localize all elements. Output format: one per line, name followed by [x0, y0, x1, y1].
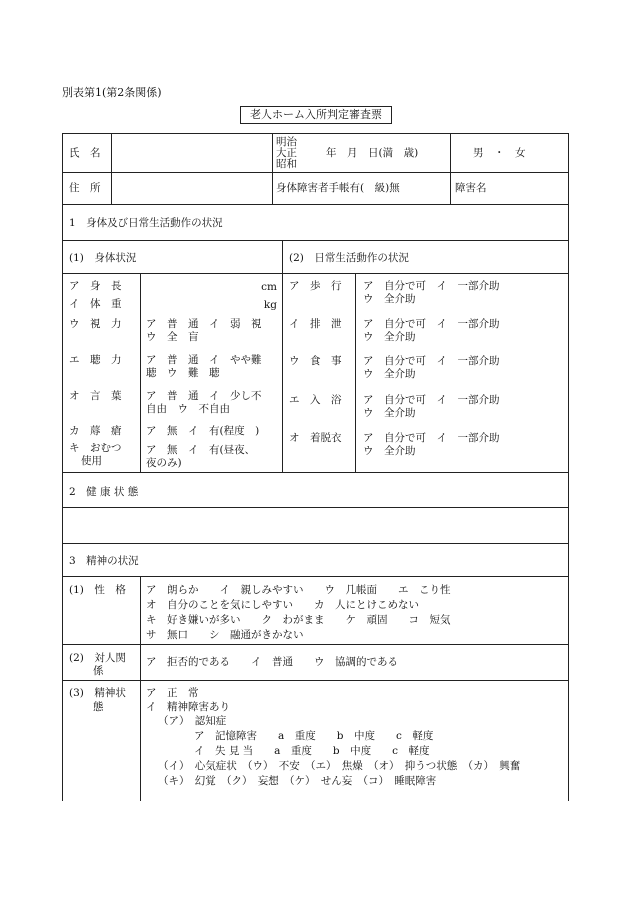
rule-section1-header [63, 240, 568, 241]
personality-line-3: キ 好き嫌いが多い ク わがまま ケ 頑固 コ 短気 [146, 614, 451, 626]
relations-label-1: (2) 対人関 [69, 652, 126, 664]
personality-line-4: サ 無口 シ 融通がきかない [146, 629, 304, 641]
mental-state-line-2: イ 精神障害あり [146, 701, 230, 713]
adl-eating-options-1: ア 自分で可 イ 一部介助 [363, 355, 500, 367]
adl-toileting-label: イ 排 泄 [289, 318, 342, 330]
rule-section2-bottom [63, 543, 568, 544]
mental-state-line-5: イ 失 見 当 a 重度 b 中度 c 軽度 [194, 745, 430, 757]
personality-label: (1) 性 格 [69, 584, 126, 596]
adl-walking-options-1: ア 自分で可 イ 一部介助 [363, 280, 500, 292]
body-diaper-options-1: ア 無 イ 有(昼夜、 [146, 444, 256, 456]
mental-state-line-3: （ア） 認知症 [158, 715, 227, 727]
body-speech-options-2: 自由 ウ 不自由 [146, 403, 230, 415]
birth-date-fields: 年 月 日(満 歳) [326, 147, 419, 159]
assessment-form [62, 133, 569, 801]
rule-adl-label-divider [355, 273, 356, 472]
adl-eating-options-2: ウ 全介助 [363, 368, 416, 380]
body-bedsore-label: カ 蓐 瘡 [69, 425, 122, 437]
body-weight-unit: kg [263, 299, 277, 311]
name-label: 氏 名 [69, 147, 101, 159]
body-diaper-label-2: 使用 [81, 455, 102, 467]
mental-state-line-6: （イ） 心気症状 （ウ） 不安 （エ） 焦燥 （オ） 抑うつ状態 （カ） 興奮 [158, 760, 521, 772]
body-hearing-label: エ 聴 力 [69, 354, 122, 366]
adl-dressing-label: オ 着脱衣 [289, 432, 342, 444]
adl-walking-label: ア 歩 行 [289, 280, 342, 292]
mental-state-label-1: (3) 精神状 [69, 687, 126, 699]
rule-body-label-divider [140, 273, 141, 472]
adl-bathing-options-1: ア 自分で可 イ 一部介助 [363, 394, 500, 406]
disability-certificate: 身体障害者手帳有( 級)無 [276, 182, 400, 194]
body-vision-options-1: ア 普 通 イ 弱 視 [146, 318, 262, 330]
section3-title: 3 精神の状況 [69, 555, 139, 567]
era-taisho: 大正 [276, 147, 297, 159]
rule-address-bottom [63, 204, 568, 205]
personality-line-1: ア 朗らか イ 親しみやすい ウ 几帳面 エ こり性 [146, 584, 451, 596]
adl-toileting-options-2: ウ 全介助 [363, 331, 416, 343]
relations-label-2: 係 [93, 665, 104, 677]
rule-personality-bottom [63, 644, 568, 645]
rule-birth-divider [272, 134, 273, 204]
rule-section1-divider [282, 240, 283, 472]
rule-section3-header [63, 576, 568, 577]
adl-walking-options-2: ウ 全介助 [363, 293, 416, 305]
personality-line-2: オ 自分のことを気にしやすい カ 人にとけこめない [146, 599, 419, 611]
physical-status-header: (1) 身体状況 [69, 252, 137, 264]
form-reference: 別表第1(第2条関係) [62, 86, 162, 99]
rule-name-label-divider [111, 134, 112, 204]
mental-state-line-1: ア 正 常 [146, 687, 199, 699]
body-diaper-label-1: キ おむつ [69, 442, 122, 454]
adl-bathing-label: エ 入 浴 [289, 394, 342, 406]
mental-state-label-2: 態 [93, 701, 104, 713]
adl-dressing-options-2: ウ 全介助 [363, 445, 416, 457]
body-hearing-options-1: ア 普 通 イ やや難 [146, 354, 262, 366]
rule-gender-divider [450, 134, 451, 204]
adl-eating-label: ウ 食 事 [289, 355, 342, 367]
relations-options: ア 拒否的である イ 普通 ウ 協調的である [146, 656, 398, 668]
body-speech-options-1: ア 普 通 イ 少し不 [146, 390, 262, 402]
address-label: 住 所 [69, 182, 101, 194]
mental-state-line-7: （キ） 幻覚 （ク） 妄想 （ケ） せん妄 （コ） 睡眠障害 [158, 775, 437, 787]
body-height-label: ア 身 長 [69, 280, 122, 292]
body-speech-label: オ 言 葉 [69, 390, 122, 402]
rule-relations-bottom [63, 680, 568, 681]
rule-section3-label-divider [140, 576, 141, 801]
adl-bathing-options-2: ウ 全介助 [363, 407, 416, 419]
era-meiji: 明治 [276, 136, 297, 148]
mental-state-line-4: ア 記憶障害 a 重度 b 中度 c 軽度 [194, 730, 434, 742]
body-hearing-options-2: 聴 ウ 難 聴 [146, 367, 220, 379]
body-diaper-options-2: 夜のみ) [146, 457, 182, 469]
form-title: 老人ホーム入所判定審査票 [240, 106, 392, 124]
body-vision-options-2: ウ 全 盲 [146, 331, 199, 343]
body-vision-label: ウ 視 力 [69, 318, 122, 330]
adl-dressing-options-1: ア 自分で可 イ 一部介助 [363, 432, 500, 444]
rule-subheaders [63, 273, 568, 274]
era-showa: 昭和 [276, 158, 297, 170]
body-height-unit: cm [261, 281, 277, 293]
gender-field: 男 ・ 女 [473, 147, 526, 159]
adl-header: (2) 日常生活動作の状況 [289, 252, 409, 264]
body-weight-label: イ 体 重 [69, 298, 122, 310]
body-bedsore-options: ア 無 イ 有(程度 ) [146, 425, 260, 437]
disability-name-label: 障害名 [455, 182, 487, 194]
rule-section2-header [63, 507, 568, 508]
rule-section1-bottom [63, 472, 568, 473]
section1-title: 1 身体及び日常生活動作の状況 [69, 217, 223, 229]
rule-name-bottom [63, 172, 568, 173]
adl-toileting-options-1: ア 自分で可 イ 一部介助 [363, 318, 500, 330]
section2-title: 2 健 康 状 態 [69, 486, 139, 498]
